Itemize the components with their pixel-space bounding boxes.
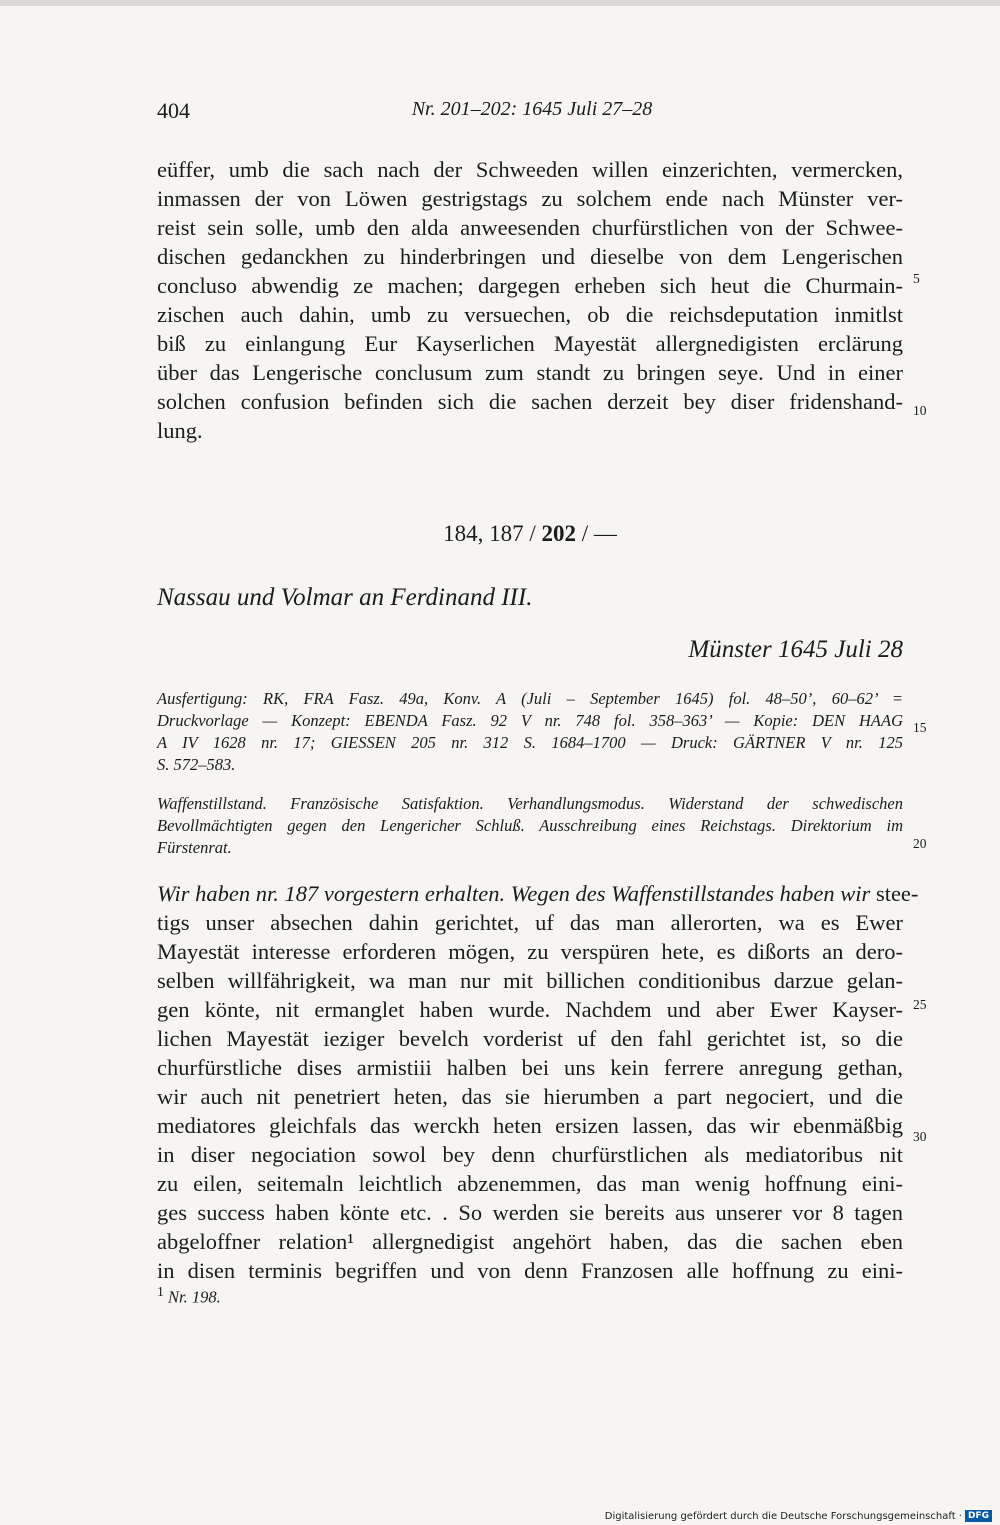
line-number: 20: [913, 836, 927, 851]
digitization-credit: [605, 1510, 992, 1522]
source-line: Druckvorlage — Konzept: EBENDA Fasz. 92 V nr. 748 fol. 358–363’ — Kopie: DEN HAAG: [157, 711, 903, 730]
text-line: inmassen der von Löwen gestrigstags zu solchem ende nach Münster ver-: [157, 186, 903, 211]
letter-body: [157, 879, 919, 1285]
regest-line: Fürstenrat.: [157, 838, 232, 857]
doc-number-main: 202: [541, 521, 576, 546]
regest-summary: [157, 793, 903, 859]
text-line: lichen Mayestät ieziger bevelch vorderist uf den fahl gerichtet ist, so die: [157, 1026, 903, 1051]
doc-number-pre: 184, 187 /: [443, 521, 542, 546]
document-title: Nassau und Volmar an Ferdinand III.: [157, 584, 533, 611]
running-title: Nr. 201–202: 1645 Juli 27–28: [411, 98, 653, 120]
regest-line: Bevollmächtigten gegen den Lengericher Schluß. Ausschreibung eines Reichstags. Direktorium im: [157, 816, 903, 835]
line-number: 15: [913, 720, 927, 735]
text-line: in diser negociation sowol bey denn churfürstlichen als mediatoribus nit: [157, 1142, 903, 1167]
text-line: über das Lengerische conclusum zum standt zu bringen seye. Und in einer: [157, 360, 903, 385]
page-number: 404: [157, 98, 190, 123]
text-line: mediatores gleichfals das werckh heten ersizen lassen, das wir ebenmäßbig: [157, 1113, 903, 1138]
text-line: reist sein solle, umb den alda anweesenden churfürstlichen von der Schwee-: [157, 215, 903, 240]
source-line: Ausfertigung: RK, FRA Fasz. 49a, Konv. A (Juli – September 1645) fol. 48–50’, 60–62’ =: [157, 689, 903, 708]
text-line: eüffer, umb die sach nach der Schweeden willen einzerichten, vermercken,: [157, 157, 903, 182]
line-number: 10: [913, 403, 927, 418]
opening-text: stee-: [870, 881, 919, 906]
text-line: gen könte, nit ermanglet haben wurde. Nachdem und aber Ewer Kayser-: [157, 997, 903, 1022]
doc-number-post: / —: [576, 521, 617, 546]
page-header: [157, 98, 907, 132]
document-place-date: Münster 1645 Juli 28: [688, 636, 903, 663]
text-line: [157, 879, 919, 908]
text-line: Mayestät interesse erforderen mögen, zu verspüren hete, es dißorts an dero-: [157, 939, 903, 964]
text-line: zu eilen, seitemaln leichtlich abzenemmen, das man wenig hoffnung eini-: [157, 1171, 903, 1196]
text-line: ges success haben könte etc. . So werden sie bereits aus unserer vor 8 tagen: [157, 1200, 903, 1225]
line-number: 25: [913, 997, 927, 1012]
line-number: 5: [913, 271, 920, 286]
text-line: wir auch nit penetriert heten, das sie hierumben a part negociert, und die: [157, 1084, 903, 1109]
line-number: 30: [913, 1129, 927, 1144]
footnote-text: Nr. 198.: [168, 1287, 221, 1307]
source-line: S. 572–583.: [157, 755, 236, 774]
text-line: biß zu einlangung Eur Kayserlichen Mayestät allergnedigisten erclärung: [157, 331, 903, 356]
page-edge: [0, 0, 1000, 6]
document-number: [157, 521, 903, 547]
source-line: A IV 1628 nr. 17; GIESSEN 205 nr. 312 S. 1684–1700 — Druck: GÄRTNER V nr. 125: [157, 733, 903, 752]
text-line: abgeloffner relation¹ allergnedigist angehört haben, das die sachen eben: [157, 1229, 903, 1254]
footnote-mark: 1: [157, 1284, 164, 1299]
text-line: concluso abwendig ze machen; dargegen erheben sich heut die Churmain-: [157, 273, 903, 298]
text-line: churfürstliche dises armistiii halben bei uns kein ferrere anregung gethan,: [157, 1055, 903, 1080]
dfg-logo: DFG: [965, 1510, 992, 1522]
text-line: solchen confusion befinden sich die sachen derzeit bey diser fridenshand-: [157, 389, 903, 414]
opening-summary-italic: Wir haben nr. 187 vorgestern erhalten. Wegen des Waffenstillstandes haben wir: [157, 881, 871, 906]
text-line: selben willfährigkeit, wa man nur mit billichen conditionibus darzue gelan-: [157, 968, 903, 993]
credit-text: Digitalisierung gefördert durch die Deutsche Forschungsgemeinschaft ·: [604, 1510, 962, 1522]
text-line: lung.: [157, 418, 203, 443]
continuation-paragraph: [157, 155, 903, 445]
text-line: tigs unser absechen dahin gerichtet, uf das man allerorten, wa es Ewer: [157, 910, 903, 935]
text-line: dischen gedanckhen zu hinderbringen und dieselbe von dem Lengerischen: [157, 244, 903, 269]
regest-line: Waffenstillstand. Französische Satisfaktion. Verhandlungsmodus. Widerstand der schwedischen: [157, 794, 903, 813]
footnote: [157, 1284, 221, 1308]
sources-apparatus: [157, 688, 903, 776]
text-line: zischen auch dahin, umb zu versuechen, ob die reichsdeputation inmitlst: [157, 302, 903, 327]
text-line: in disen terminis begriffen und von denn Franzosen alle hoffnung zu eini-: [157, 1258, 903, 1283]
